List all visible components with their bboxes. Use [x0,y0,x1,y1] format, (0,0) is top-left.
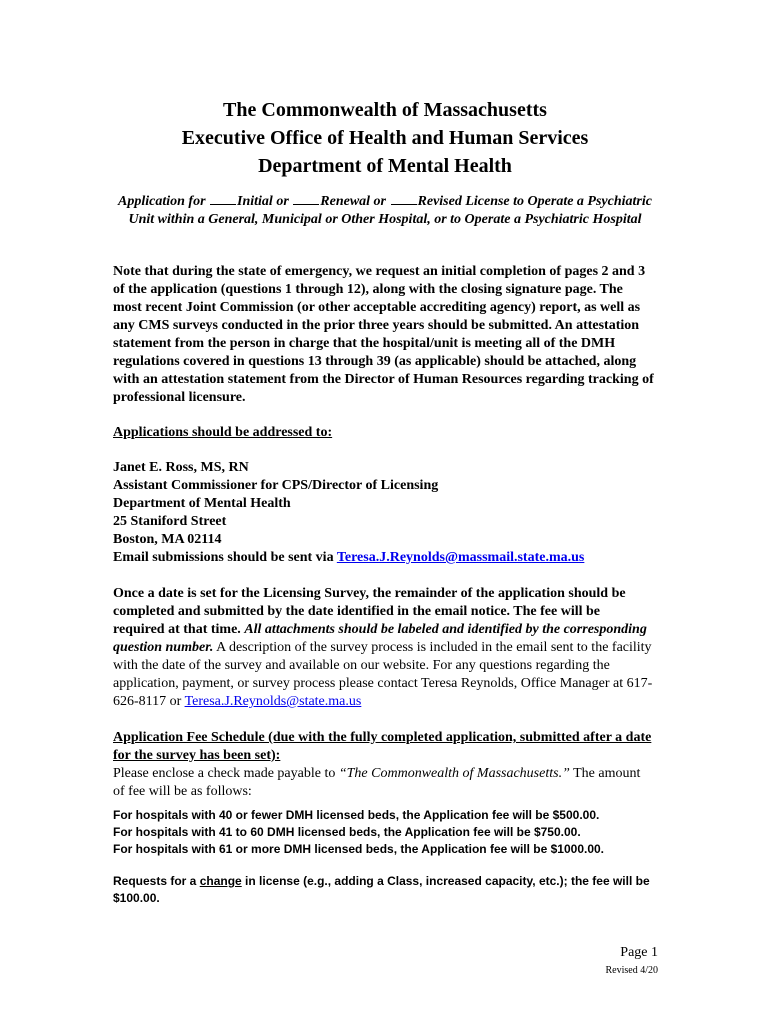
address-city: Boston, MA 02114 [113,532,222,547]
fee-list [113,807,655,858]
fee-line-41-to-60: For hospitals with 41 to 60 DMH licensed beds, the Application fee will be $750.00. [113,825,581,839]
survey-paragraph: Once a date is set for the Licensing Survey, the remainder of the application should be completed and submitted by the date identified in the email notice. The fee will be required at that time. All attachments should be labeled and identified by the corresponding question number. A description of the survey process is included in the email sent to the facility with the date of the survey and available on our website. For any questions regarding the application, payment, or survey process please contact Teresa Reynolds, Office Manager at 617-626-8117 or Teresa.J.Reynolds@state.ma.us [113,586,653,709]
header-department: Department of Mental Health [258,155,512,177]
change-fee-line: Requests for a change in license (e.g., adding a Class, increased capacity, etc.); the fee will be $100.00. [113,874,650,905]
header-commonwealth: The Commonwealth of Massachusetts [223,99,547,121]
contact-email-link[interactable]: Teresa.J.Reynolds@state.ma.us [184,694,362,709]
address-name: Janet E. Ross, MS, RN [113,460,249,475]
addressed-heading: Applications should be addressed to: [113,425,333,440]
initial-blank[interactable] [210,192,236,205]
revision-date: Revised 4/20 [605,965,658,976]
fee-intro: Please enclose a check made payable to “The Commonwealth of Massachusetts.” The amount of fee will be as follows: [113,766,641,799]
renewal-blank[interactable] [293,192,319,205]
fee-schedule-heading: Application Fee Schedule (due with the fully completed application, submitted after a date for the survey has been set): [113,730,652,763]
fee-line-61-or-more: For hospitals with 61 or more DMH licensed beds, the Application fee will be $1000.00. [113,842,605,856]
submission-email-link[interactable]: Teresa.J.Reynolds@massmail.state.ma.us [336,550,585,565]
header-executive-office: Executive Office of Health and Human Services [181,127,589,149]
document-header [0,96,770,180]
email-submission-line: Email submissions should be sent via Teresa.J.Reynolds@massmail.state.ma.us [113,550,585,565]
address-title: Assistant Commissioner for CPS/Director of Licensing [113,478,439,493]
mailing-address [113,459,655,567]
page-number: Page 1 [620,945,658,960]
revised-blank[interactable] [391,192,417,205]
emergency-note: Note that during the state of emergency, we request an initial completion of pages 2 and 3 of the application (questions 1 through 12), along with the closing signature page. The most recent Joint Commission (or other acceptable accrediting agency) report, as well as any CMS surveys conducted in the prior three years should be submitted. An attestation statement from the person in charge that the hospital/unit is meeting all of the DMH regulations covered in questions 13 through 39 (as applicable) should be attached, along with an attestation statement from the Director of Human Resources regarding tracking of professional licensure. [113,264,654,405]
application-type-line: Application for Initial or Renewal or Revised License to Operate a Psychiatric Unit within a General, Municipal or Other Hospital, or to Operate a Psychiatric Hospital [118,194,652,227]
address-street: 25 Staniford Street [113,514,227,529]
address-department: Department of Mental Health [113,496,291,511]
fee-line-40-or-fewer: For hospitals with 40 or fewer DMH licensed beds, the Application fee will be $500.00. [113,808,600,822]
